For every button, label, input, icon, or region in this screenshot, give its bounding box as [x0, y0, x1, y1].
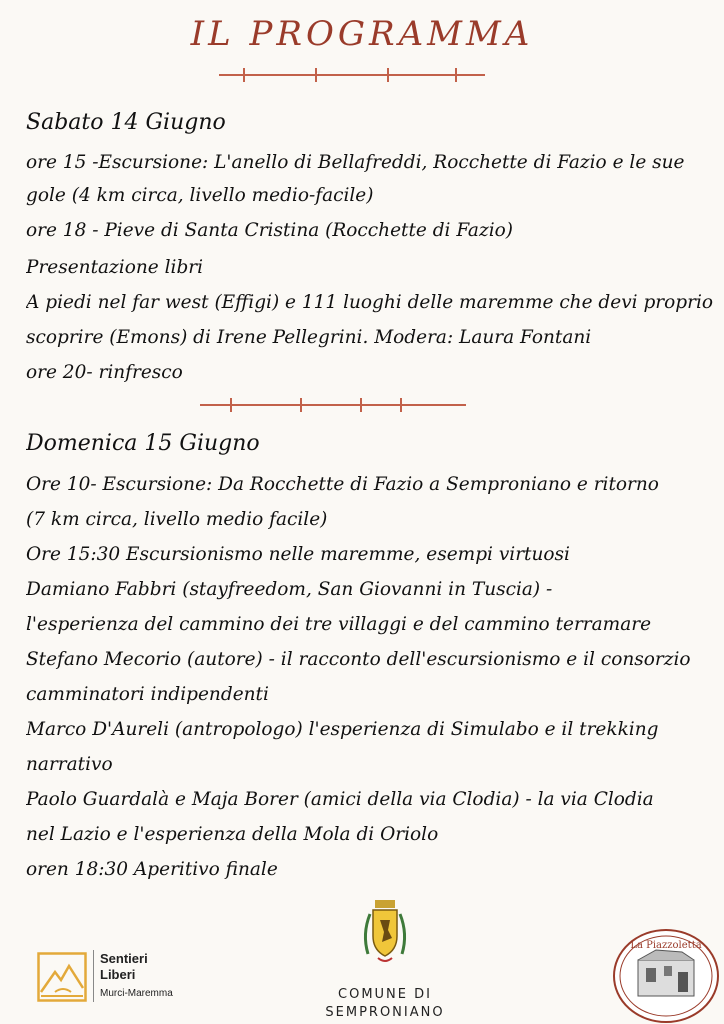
la-piazzoletta-logo-icon [612, 928, 720, 1024]
sunday-line: l'esperienza del cammino dei tre villaggi e del cammino terramare [26, 614, 652, 635]
comune-label [300, 986, 470, 1022]
logo-separator [93, 950, 94, 1002]
sunday-line: Marco D'Aureli (antropologo) l'esperienza di Simulabo e il trekking [26, 719, 659, 740]
saturday-line: ore 18 - Pieve di Santa Cristina (Rocchette di Fazio) [26, 220, 513, 241]
saturday-line: Presentazione libri [26, 257, 204, 278]
sunday-line: camminatori indipendenti [26, 684, 269, 705]
saturday-line: ore 20- rinfresco [26, 362, 183, 383]
sunday-line: Stefano Mecorio (autore) - il racconto dell'escursionismo e il consorzio [26, 649, 691, 670]
sunday-line: Ore 10- Escursione: Da Rocchette di Fazio a Semproniano e ritorno [26, 474, 659, 495]
comune-crest-icon [360, 898, 410, 968]
page-title: IL PROGRAMMA [190, 14, 534, 54]
divider-top [219, 68, 485, 82]
sunday-line: Paolo Guardalà e Maja Borer (amici della via Clodia) - la via Clodia [26, 789, 654, 810]
sunday-line: narrativo [26, 754, 113, 775]
sunday-line: Damiano Fabbri (stayfreedom, San Giovanni in Tuscia) - [26, 579, 553, 600]
sentieri-liberi-name [100, 951, 148, 983]
sunday-heading: Domenica 15 Giugno [26, 433, 260, 455]
saturday-line: scoprire (Emons) di Irene Pellegrini. Modera: Laura Fontani [26, 327, 592, 348]
sentieri-liberi-logo-icon [37, 952, 87, 1002]
sentieri-name-line-1: Sentieri [100, 951, 148, 966]
sentieri-liberi-subtitle: Murci-Maremma [100, 988, 173, 999]
saturday-line: ore 15 -Escursione: L'anello di Bellafreddi, Rocchette di Fazio e le sue [26, 152, 685, 173]
divider-middle [200, 398, 466, 412]
sunday-line: (7 km circa, livello medio facile) [26, 509, 328, 530]
saturday-line: A piedi nel far west (Effigi) e 111 luoghi delle maremme che devi proprio [26, 292, 714, 313]
comune-line-2: SEMPRONIANO [325, 1005, 445, 1020]
saturday-line: gole (4 km circa, livello medio-facile) [26, 185, 374, 206]
sunday-line: oren 18:30 Aperitivo finale [26, 859, 278, 880]
piazzoletta-seal-text: La Piazzoletta [630, 940, 702, 951]
sunday-line: Ore 15:30 Escursionismo nelle maremme, esempi virtuosi [26, 544, 570, 565]
saturday-heading: Sabato 14 Giugno [26, 112, 226, 134]
sentieri-name-line-2: Liberi [100, 967, 136, 982]
sunday-line: nel Lazio e l'esperienza della Mola di Oriolo [26, 824, 439, 845]
comune-line-1: COMUNE DI [338, 987, 432, 1002]
